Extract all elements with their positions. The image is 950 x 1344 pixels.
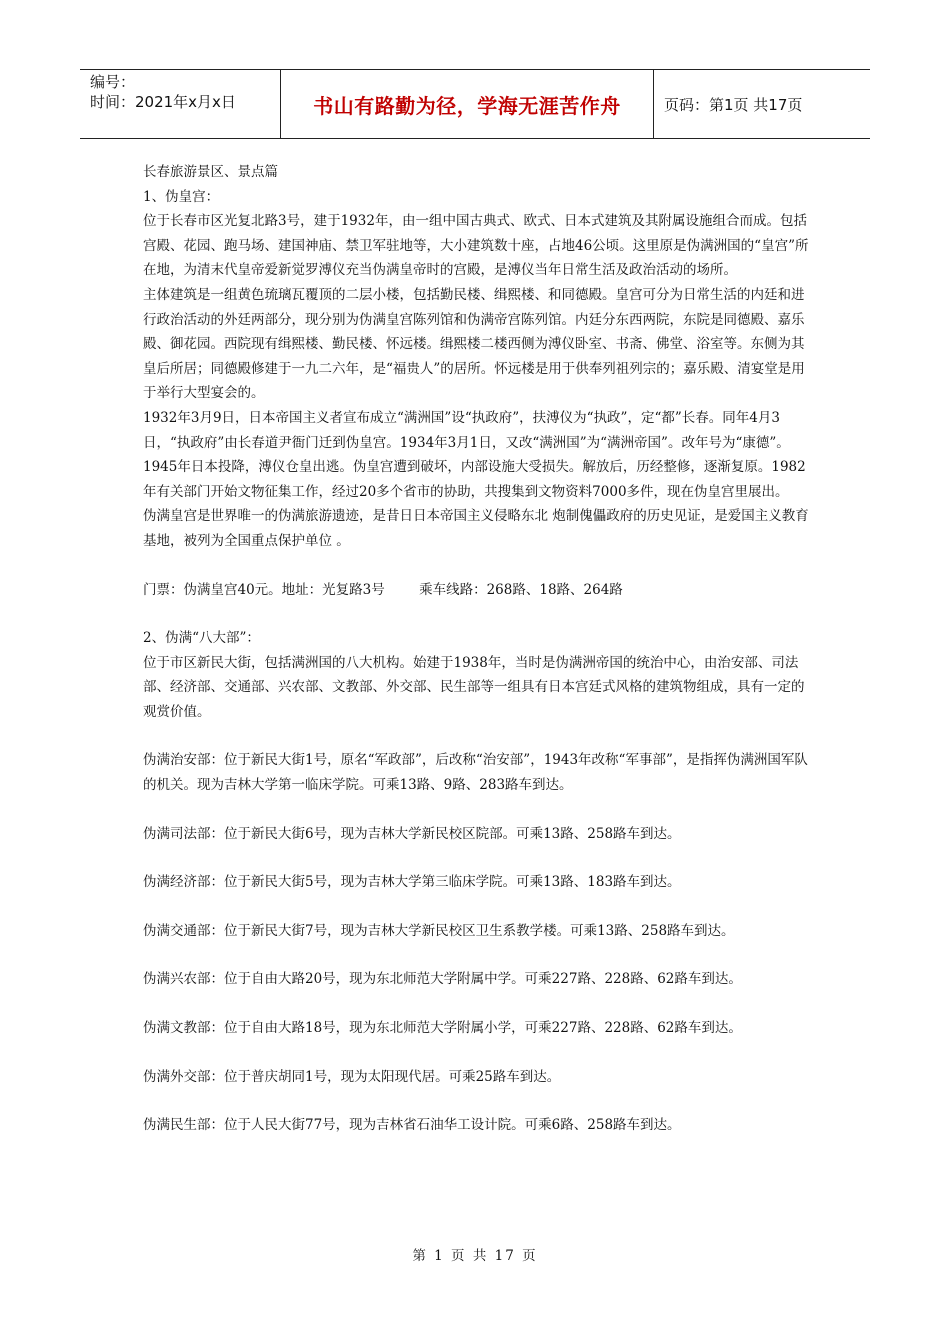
section-2-paragraph: 位于市区新民大街，包括满洲国的八大机构。始建于1938年，当时是伪满洲帝国的统治中心，由治安部、司法部、经济部、交通部、兴农部、文教部、外交部、民生部等一组具有日本宫廷式风格的建筑物组成，具有一定的观赏价值。 bbox=[143, 654, 805, 720]
header-motto: 书山有路勤为径，学海无涯苦作舟 bbox=[281, 70, 654, 138]
section-1-info: 门票：伪满皇宫40元。地址：光复路3号 乘车线路：268路、18路、264路 bbox=[143, 581, 623, 598]
page-footer: 第 1 页 共 17 页 bbox=[412, 1248, 538, 1264]
document-title: 长春旅游景区、景点篇 bbox=[143, 164, 278, 180]
bureau-economy: 伪满经济部：位于新民大街5号，现为吉林大学第三临床学院。可乘13路、183路车到达。 bbox=[143, 874, 681, 891]
document-body bbox=[143, 160, 813, 1138]
section-1-paragraph-4: 伪满皇宫是世界唯一的伪满旅游遗迹，是昔日日本帝国主义侵略东北 炮制傀儡政府的历史见证，是爱国主义教育基地，被列为全国重点保护单位 。 bbox=[143, 508, 809, 549]
bureau-agriculture: 伪满兴农部：位于自由大路20号，现为东北师范大学附属中学。可乘227路、228路、62路车到达。 bbox=[143, 971, 742, 988]
section-1-paragraph-2: 主体建筑是一组黄色琉璃瓦覆顶的二层小楼，包括勤民楼、缉熙楼、和同德殿。皇宫可分为日常生活的内廷和进行政治活动的外廷两部分，现分别为伪满皇宫陈列馆和伪满帝宫陈列馆。内廷分东西两院，东院是同德殿、嘉乐殿、御花园。西院现有缉熙楼、勤民楼、怀远楼。缉熙楼二楼西侧为溥仪卧室、书斋、佛堂、浴室等。东侧为其皇后所居；同德殿修建于一九二六年，是“福贵人”的居所。怀远楼是用于供奉列祖列宗的；嘉乐殿、清宴堂是用于举行大型宴会的。 bbox=[143, 286, 805, 402]
header-page-label: 页码：第1页 共17页 bbox=[664, 95, 803, 114]
bureau-education: 伪满文教部：位于自由大路18号，现为东北师范大学附属小学，可乘227路、228路、62路车到达。 bbox=[143, 1020, 742, 1037]
section-1-paragraph-3: 1932年3月9日，日本帝国主义者宣布成立“满洲国”设“执政府”，扶溥仪为“执政”，定“都”长春。同年4月3日，“执政府”由长春道尹衙门迁到伪皇宫。1934年3月1日，又改“满洲国”为“满洲帝国”。改年号为“康德”。 1945年日本投降，溥仪仓皇出逃。伪皇宫遭到破坏，内部设施大受损失。解放后，历经整修，逐渐复原。1982年有关部门开始文物征集工作，经过20多个省市的协助，共搜集到文物资料7000多件，现在伪皇宫里展出。 bbox=[143, 409, 806, 500]
document-header bbox=[80, 69, 870, 139]
section-1-heading: 1、伪皇宫： bbox=[143, 188, 220, 205]
bureau-transport: 伪满交通部：位于新民大街7号，现为吉林大学新民校区卫生系教学楼。可乘13路、258路车到达。 bbox=[143, 922, 735, 939]
section-1-paragraph-1: 位于长春市区光复北路3号，建于1932年，由一组中国古典式、欧式、日本式建筑及其附属设施组合而成。包括宫殿、花园、跑马场、建国神庙、禁卫军驻地等，大小建筑数十座，占地46公顷。这里原是伪满洲国的“皇宫”所在地，为清末代皇帝爱新觉罗溥仪充当伪满皇帝时的宫殿，是溥仪当年日常生活及政治活动的场所。 bbox=[143, 213, 809, 279]
bureau-justice: 伪满司法部：位于新民大街6号，现为吉林大学新民校区院部。可乘13路、258路车到达。 bbox=[143, 825, 681, 842]
time-label: 时间：2021年x月x日 bbox=[90, 93, 236, 111]
section-2-heading: 2、伪满“八大部”： bbox=[143, 630, 260, 647]
bureau-foreign-affairs: 伪满外交部：位于普庆胡同1号，现为太阳现代居。可乘25路车到达。 bbox=[143, 1068, 561, 1085]
header-meta bbox=[80, 70, 281, 138]
number-label: 编号： bbox=[90, 73, 136, 91]
bureau-public-security: 伪满治安部：位于新民大街1号，原名“军政部”，后改称“治安部”，1943年改称“军事部”，是指挥伪满洲国军队的机关。现为吉林大学第一临床学院。可乘13路、9路、283路车到达。 bbox=[143, 752, 808, 794]
bureau-civil-affairs: 伪满民生部：位于人民大街77号，现为吉林省石油华工设计院。可乘6路、258路车到达。 bbox=[143, 1117, 681, 1134]
